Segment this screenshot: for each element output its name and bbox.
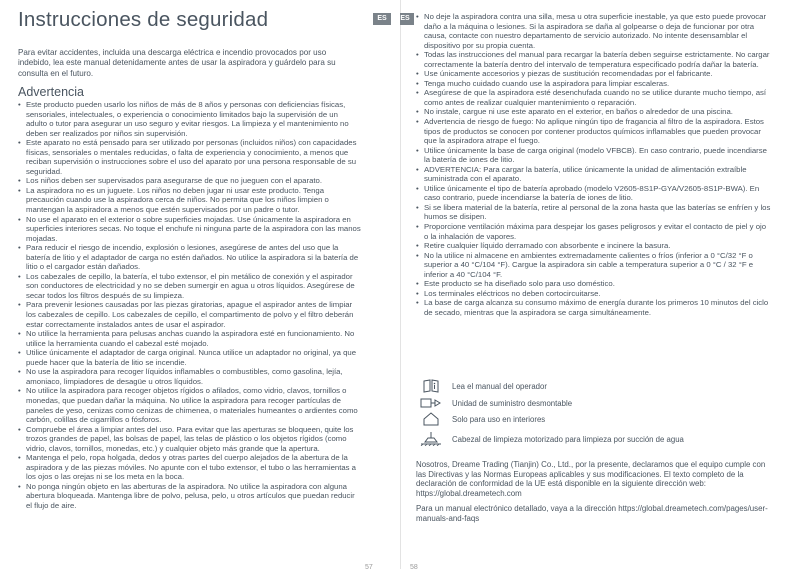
read-manual-icon (420, 379, 442, 393)
warning-item: • Compruebe el área a limpiar antes del uso. Para evitar que las aperturas se bloqueen, quite los trozos grandes de papel, las bolsas de papel, las telas de plástico o los objetos rígidos (como vidrio, clavos, tornillos, monedas, etc.) y cualquier objeto más grande que la apertura. (18, 425, 361, 454)
warning-item: • No utilice la herramienta para pelusas anchas cuando la aspiradora esté en funcionamiento. No utilice la herramienta cuando el cabezal esté mojado. (18, 329, 361, 348)
page-title: Instrucciones de seguridad (18, 8, 269, 31)
warning-item: • No deje la aspiradora contra una silla, mesa u otra superficie inestable, ya que esto puede provocar daño a la máquina o lesiones. Si la aspiradora se daña al golpearse o deja de funcionar por otra causa, contacte con nuestro departamento de servicio autorizado. No intente desensamblar el dispositivo por su propia cuenta. (416, 12, 772, 50)
right-page (400, 0, 800, 569)
warning-item: • ADVERTENCIA: Para cargar la batería, utilice únicamente la unidad de alimentación extraíble suministrada con el aparato. (416, 165, 772, 184)
warning-item: • La aspiradora no es un juguete. Los niños no deben jugar ni usar este producto. Tenga precaución cuando use la aspiradora cerca de niños. No permita que los niños limpien o mantengan la aspiradora a menos que estén supervisados por un padre o tutor. (18, 186, 361, 215)
warning-item: • Este producto se ha diseñado solo para uso doméstico. (416, 279, 772, 289)
symbol-label: Cabezal de limpieza motorizado para limpieza por succión de agua (452, 434, 684, 444)
language-badge: ES (400, 13, 414, 25)
warning-item: • Tenga mucho cuidado cuando use la aspiradora para limpiar escaleras. (416, 79, 772, 89)
language-badge: ES (373, 13, 391, 25)
warning-item: • Mantenga el pelo, ropa holgada, dedos y otras partes del cuerpo alejados de la abertura de la aspiradora y de las piezas móviles. No apunte con el tubo extensor, el tubo o las herramientas a los ojos o las orejas ni se los meta en la boca. (18, 453, 361, 482)
symbol-label: Lea el manual del operador (452, 381, 547, 391)
warning-item: • La base de carga alcanza su consumo máximo de energía durante los primeros 10 minutos del ciclo de secado, mientras que la aspiradora se carga simultáneamente. (416, 298, 772, 317)
warning-item: • No instale, cargue ni use este aparato en el exterior, en baños o alrededor de una piscina. (416, 107, 772, 117)
warning-item: • Proporcione ventilación máxima para despejar los gases peligrosos y evitar el contacto de piel y ojo o la inhalación de vapores. (416, 222, 772, 241)
manual-link-paragraph: Para un manual electrónico detallado, vaya a la dirección https://global.dreametech.com/pages/user-manuals-and-faqs (416, 504, 768, 523)
warning-item: • Use únicamente accesorios y piezas de sustitución recomendadas por el fabricante. (416, 69, 772, 79)
warning-item: • Utilice únicamente el tipo de batería aprobado (modelo V2605-8S1P-GYA/V2605-8S1P-BWA). En caso contrario, puede incendiarse la batería de iones de litio. (416, 184, 772, 203)
warning-item: • Todas las instrucciones del manual para recargar la batería deben seguirse estrictamente. No cargar correctamente la batería dentro del intervalo de temperatura especificado podría dañar la batería. (416, 50, 772, 69)
symbol-row-read-manual (420, 378, 547, 394)
declaration-paragraph: Nosotros, Dreame Trading (Tianjin) Co., Ltd., por la presente, declaramos que el equipo cumple con las Directivas y las Normas Europeas aplicables y sus modificaciones. El texto completo de la declaración de conformidad de la UE está disponible en la siguiente dirección web: https://global.dreametech.com (416, 460, 766, 498)
warning-item: • Utilice únicamente la base de carga original (modelo VFBCB). En caso contrario, puede incendiarse la batería de iones de litio. (416, 146, 772, 165)
detachable-supply-icon (420, 396, 442, 410)
warning-item: • Para reducir el riesgo de incendio, explosión o lesiones, asegúrese de antes del uso que la batería de litio y el adaptador de carga no estén dañados. No utilice la aspiradora si la batería de litio o el cargador están dañados. (18, 243, 361, 272)
warning-item: • Este producto pueden usarlo los niños de más de 8 años y personas con deficiencias físicas, sensoriales, intelectuales, o experiencia o conocimiento limitados bajo la supervisión de un adulto o tutor para asegurar un uso seguro y evitar riesgos. La limpieza y el mantenimiento no deben ser realizados por niños sin supervisión. (18, 100, 361, 138)
page-number: 57 (365, 564, 373, 569)
warning-item: • Retire cualquier líquido derramado con absorbente e incinere la basura. (416, 241, 772, 251)
warning-list-right (416, 12, 772, 318)
indoor-use-icon (420, 412, 442, 426)
symbol-row-motorized-head (420, 431, 684, 447)
warning-item: • Este aparato no está pensado para ser utilizado por personas (incluidos niños) con capacidades físicas, sensoriales o mentales reducidas, o falta de experiencia y conocimiento, a menos que reciban supervisión o instrucciones sobre el uso del aparato por una persona responsable de su seguridad. (18, 138, 361, 176)
warning-item: • Los terminales eléctricos no deben cortocircuitarse. (416, 289, 772, 299)
section-heading-warning: Advertencia (18, 85, 85, 99)
warning-item: • No utilice la aspiradora para recoger objetos rígidos o afilados, como vidrio, clavos, tornillos o monedas, que puedan dañar la máquina. No utilice la aspiradora para recoger partículas de paneles de yeso, cenizas como cenizas de chimenea, o materiales humeantes o ardientes como carbón, colillas de cigarrillos o fósforos. (18, 386, 361, 424)
warning-item: • No use la aspiradora para recoger líquidos inflamables o combustibles, como gasolina, lejía, amoniaco, limpiadores de desagüe u otros líquidos. (18, 367, 361, 386)
warning-item: • No la utilice ni almacene en ambientes extremadamente calientes o fríos (inferior a 0 °C/32 °F o superior a 40 °C/104 °F). Cargue la aspiradora sin cable a temperatura superior a 0 °C / 32 °F e inferior a 40 °C/104 °F. (416, 251, 772, 280)
symbol-label: Solo para uso en interiores (452, 414, 546, 424)
warning-list-left (18, 100, 361, 511)
warning-item: • Los cabezales de cepillo, la batería, el tubo extensor, el pin metálico de conexión y el aspirador son conductores de electricidad y no se deben sumergir en agua u otros líquidos. Asegúrese de secar todos los filtros después de su limpieza. (18, 272, 361, 301)
warning-item: • Para prevenir lesiones causadas por las piezas giratorias, apague el aspirador antes de limpiar los cabezales de cepillo. Los cabezales de cepillo, el compartimento de polvo y el filtro deberán estar correctamente instalados antes de usar el aspirador. (18, 300, 361, 329)
warning-item: • Si se libera material de la batería, retire al personal de la zona hasta que las baterías se enfríen y los humos se disipen. (416, 203, 772, 222)
page-number: 58 (410, 564, 418, 569)
symbol-row-indoor-use (420, 411, 545, 427)
warning-item: • Los niños deben ser supervisados para asegurarse de que no jueguen con el aparato. (18, 176, 361, 186)
motorized-head-icon (420, 432, 442, 446)
symbol-label: Unidad de suministro desmontable (452, 398, 573, 408)
warning-item: • No use el aparato en el exterior o sobre superficies mojadas. Use únicamente la aspiradora en superficies interiores secas. No toque el enchufe ni ninguna parte de la aspiradora con las manos mojadas. (18, 215, 361, 244)
symbol-row-detachable-supply (420, 395, 572, 411)
intro-paragraph: Para evitar accidentes, incluida una descarga eléctrica e incendio provocados por uso indebido, lea este manual detenidamente antes de usar la aspiradora y guárdelo para su consulta en el futuro. (18, 48, 336, 78)
warning-item: • No ponga ningún objeto en las aberturas de la aspiradora. No utilice la aspiradora con alguna abertura bloqueada. Mantenga libre de polvo, pelusa, pelo, u otros artículos que puedan reducir el flujo de aire. (18, 482, 361, 511)
warning-item: • Advertencia de riesgo de fuego: No aplique ningún tipo de fragancia al filtro de la aspiradora. Estos tipos de productos se conocen por contener productos químicos inflamables que pueden provocar que la aspiradora atrape el fuego. (416, 117, 772, 146)
warning-item: • Asegúrese de que la aspiradora esté desenchufada cuando no se utilice durante mucho tiempo, así como antes de realizar cualquier mantenimiento o reparación. (416, 88, 772, 107)
warning-item: • Utilice únicamente el adaptador de carga original. Nunca utilice un adaptador no original, ya que puede hacer que la batería de litio se incendie. (18, 348, 361, 367)
